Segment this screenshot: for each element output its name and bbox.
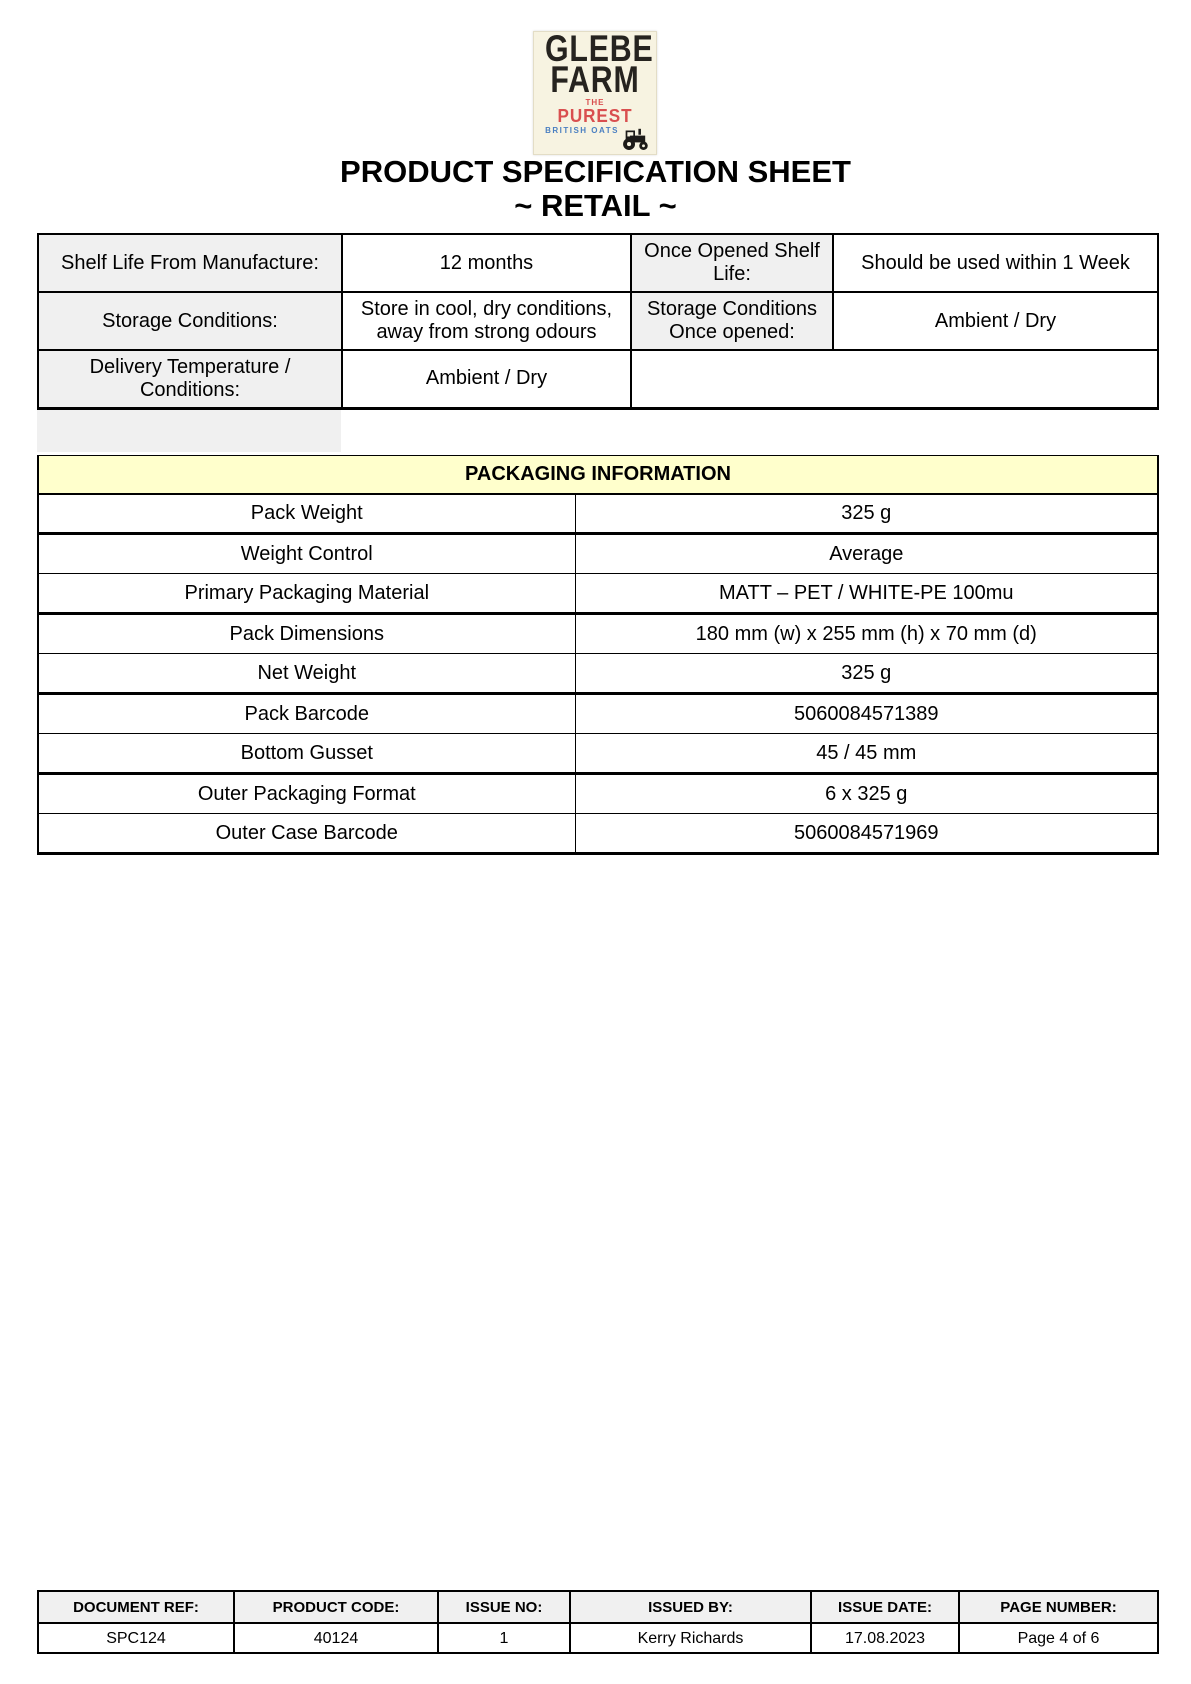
- table-row: [38, 292, 1158, 350]
- table-header-row: [38, 456, 1158, 494]
- footer-header-row: [38, 1591, 1158, 1623]
- table-row: [38, 574, 1158, 614]
- issue-no-value: 1: [438, 1623, 570, 1653]
- shelf-life-from-manufacture-value: 12 months: [342, 234, 631, 292]
- table-row: [38, 234, 1158, 292]
- document-title: [0, 155, 1191, 223]
- issue-date-value: 17.08.2023: [811, 1623, 959, 1653]
- document-ref-header: DOCUMENT REF:: [38, 1591, 234, 1623]
- tractor-icon: [618, 127, 652, 151]
- footer-value-row: [38, 1623, 1158, 1653]
- table-row: [38, 494, 1158, 534]
- weight-control-label: Weight Control: [38, 534, 575, 574]
- logo-tagline-british-oats: BRITISH OATS: [545, 125, 619, 135]
- packaging-information-header: PACKAGING INFORMATION: [38, 456, 1158, 494]
- table-row: [38, 534, 1158, 574]
- delivery-temperature-label: Delivery Temperature / Conditions:: [38, 350, 342, 408]
- logo-tagline-the: THE: [585, 97, 605, 107]
- table-row: [38, 734, 1158, 774]
- page-number-header: PAGE NUMBER:: [959, 1591, 1158, 1623]
- weight-control-value: Average: [575, 534, 1158, 574]
- pack-barcode-label: Pack Barcode: [38, 694, 575, 734]
- table-row: [38, 654, 1158, 694]
- outer-case-barcode-label: Outer Case Barcode: [38, 814, 575, 854]
- empty-cell: [631, 350, 1158, 408]
- table-row: [38, 350, 1158, 408]
- title-line-2: ~ RETAIL ~: [514, 188, 677, 223]
- issued-by-header: ISSUED BY:: [570, 1591, 811, 1623]
- page-number-value: Page 4 of 6: [959, 1623, 1158, 1653]
- pack-dimensions-value: 180 mm (w) x 255 mm (h) x 70 mm (d): [575, 614, 1158, 654]
- table-row: [38, 614, 1158, 654]
- net-weight-value: 325 g: [575, 654, 1158, 694]
- pack-barcode-value: 5060084571389: [575, 694, 1158, 734]
- storage-conditions-label: Storage Conditions:: [38, 292, 342, 350]
- product-code-header: PRODUCT CODE:: [234, 1591, 438, 1623]
- pack-weight-label: Pack Weight: [38, 494, 575, 534]
- pack-dimensions-label: Pack Dimensions: [38, 614, 575, 654]
- document-ref-value: SPC124: [38, 1623, 234, 1653]
- net-weight-label: Net Weight: [38, 654, 575, 694]
- title-line-1: PRODUCT SPECIFICATION SHEET: [340, 154, 851, 189]
- bottom-gusset-value: 45 / 45 mm: [575, 734, 1158, 774]
- logo-word-glebe: GLEBE: [544, 31, 654, 69]
- outer-case-barcode-value: 5060084571969: [575, 814, 1158, 854]
- once-opened-shelf-life-label: Once Opened Shelf Life:: [631, 234, 833, 292]
- product-code-value: 40124: [234, 1623, 438, 1653]
- table-row: [38, 814, 1158, 854]
- table-row: [38, 774, 1158, 814]
- primary-packaging-material-label: Primary Packaging Material: [38, 574, 575, 614]
- empty-gray-cell-artifact: [37, 410, 341, 452]
- issue-date-header: ISSUE DATE:: [811, 1591, 959, 1623]
- logo-tagline-purest: PUREST: [557, 105, 633, 126]
- issue-no-header: ISSUE NO:: [438, 1591, 570, 1623]
- outer-packaging-format-label: Outer Packaging Format: [38, 774, 575, 814]
- primary-packaging-material-value: MATT – PET / WHITE-PE 100mu: [575, 574, 1158, 614]
- pack-weight-value: 325 g: [575, 494, 1158, 534]
- storage-conditions-once-opened-label: Storage Conditions Once opened:: [631, 292, 833, 350]
- storage-conditions-value: Store in cool, dry conditions, away from strong odours: [342, 292, 631, 350]
- packaging-information-table: [37, 455, 1159, 855]
- bottom-gusset-label: Bottom Gusset: [38, 734, 575, 774]
- outer-packaging-format-value: 6 x 325 g: [575, 774, 1158, 814]
- delivery-temperature-value: Ambient / Dry: [342, 350, 631, 408]
- table-row: [38, 694, 1158, 734]
- shelf-life-from-manufacture-label: Shelf Life From Manufacture:: [38, 234, 342, 292]
- glebe-farm-logo: [533, 31, 657, 155]
- shelf-life-storage-table: [37, 233, 1159, 410]
- storage-conditions-once-opened-value: Ambient / Dry: [833, 292, 1158, 350]
- issued-by-value: Kerry Richards: [570, 1623, 811, 1653]
- document-footer-table: [37, 1590, 1159, 1654]
- logo-word-farm: FARM: [550, 59, 640, 101]
- once-opened-shelf-life-value: Should be used within 1 Week: [833, 234, 1158, 292]
